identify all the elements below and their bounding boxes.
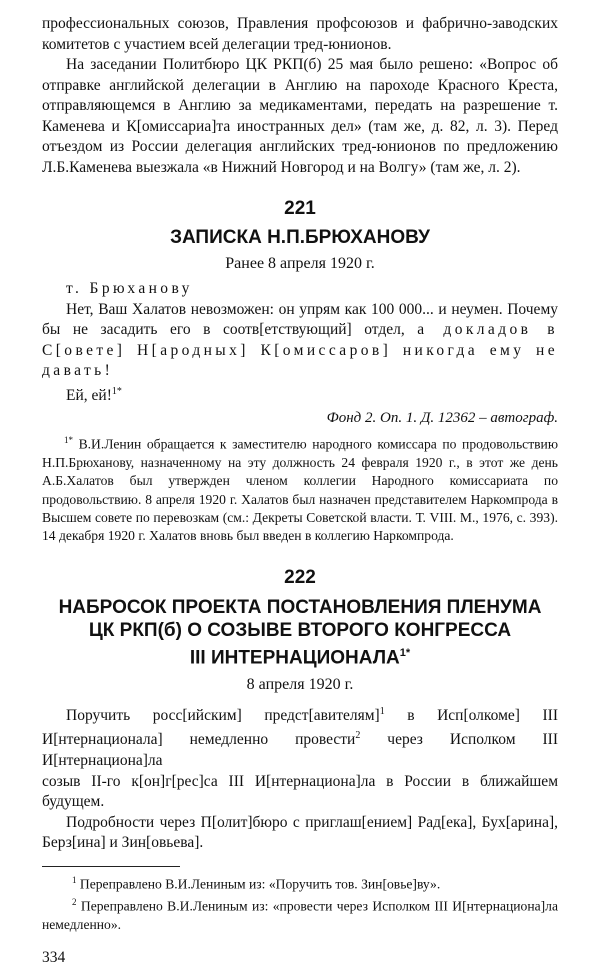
footnote-222-2	[42, 893, 558, 934]
exclamation-note-ref: 1*	[111, 385, 122, 397]
footnote-221	[42, 431, 558, 545]
document-date-222: 8 апреля 1920 г.	[246, 675, 354, 693]
continuation-text: профессиональных союзов, Правления профсоюзов и фабрично-заводских комитетов с участием всей делегации тред-юнионов.	[42, 15, 558, 53]
resolution-paragraph-2: созыв II-го к[он]г[рес]са III И[нтернациона]ла в России в ближайшем будущем.	[42, 772, 558, 811]
p1-text-c: через Исполком III И[нтернациона]ла	[42, 731, 558, 770]
note-exclamation	[42, 382, 558, 407]
title-line3-text: III ИНТЕРНАЦИОНАЛА	[189, 647, 400, 669]
fn1-text: Переправлено В.И.Лениным из: «Поручить тов. Зин[овье]ву».	[79, 876, 441, 892]
document-title-222-line1: НАБРОСОК ПРОЕКТА ПОСТАНОВЛЕНИЯ ПЛЕНУМА	[58, 597, 542, 619]
footnote-text: В.И.Ленин обращается к заместителю народного комиссара по продовольствию Н.П.Брюханову, назначенному на эту должность 24 февраля 1920 г., в этот же день А.Б.Халатов был утвержден членом коллегии Народного комиссариата по продовольствию. 8 апреля 1920 г. Халатов был назначен представителем Наркомпрода в Высшем совете по перевозкам (см.: Декреты Советской власти. Т. VIII. М., 1976, с. 393). 14 декабря 1920 г. Халатов вновь был введен в коллегию Наркомпрода.	[42, 436, 558, 544]
page-number: 334	[42, 948, 66, 966]
title-note-ref: 1*	[399, 647, 411, 660]
document-page	[42, 14, 558, 967]
resolution-paragraph-1	[42, 702, 558, 772]
archive-source: Фонд 2. Оп. 1. Д. 12362 – автограф.	[326, 410, 558, 427]
addressee: т. Брюханову	[66, 280, 193, 297]
fn2-text: Переправлено В.И.Лениным из: «провести через Исполком III И[нтернациона]ла немедленно».	[42, 898, 558, 933]
resolution-paragraph-3: Подробности через П[олит]бюро с приглаш[ением] Рад[ека], Бух[арина], Берз[ина] и Зин[овьева].	[42, 813, 558, 852]
document-title-221: ЗАПИСКА Н.П.БРЮХАНОВУ	[170, 227, 430, 248]
p1-note-ref-2: 2	[355, 730, 361, 742]
p1-text-b: в Исп[олкоме] III И[нтернационала] немедленно провести	[42, 706, 558, 749]
p1-text-a: Поручить росс[ийским] предст[авителям]	[66, 706, 380, 724]
continuation-paragraph: На заседании Политбюро ЦК РКП(б) 25 мая было решено: «Вопрос об отправке английской делегации в Англию на пароходе Красного Креста, отправляющемся в Англию за медикаментами, передать на разрешение т. Каменева и К[омиссариа]та иностранных дел» (там же, д. 82, л. 3). Перед отъездом из России делегация английских тред-юнионов по предложению Л.Б.Каменева выезжала «в Нижний Новгород и на Волгу» (там же, л. 2).	[42, 56, 558, 176]
exclamation-text: Ей, ей!	[66, 386, 112, 404]
document-title-222-line3	[42, 642, 558, 669]
document-number-222: 222	[284, 567, 316, 589]
footnote-222-1	[42, 871, 558, 894]
document-title-222-line2: ЦК РКП(б) О СОЗЫВЕ ВТОРОГО КОНГРЕССА	[88, 620, 512, 642]
footnote-mark: 1*	[64, 435, 73, 446]
p1-note-ref-1: 1	[379, 705, 385, 717]
fn2-mark: 2	[72, 897, 77, 908]
note-text: Нет, Ваш Халатов невозможен: он упрям как 100 000... и неумен. Почему бы не засадить его в соотв[етствующий] отдел,	[42, 300, 558, 338]
document-number-221: 221	[284, 198, 316, 219]
note-text-spaced: а докладов в С[овете] Н[ародных] К[омиссаров] никогда ему не давать!	[42, 321, 559, 379]
fn1-mark: 1	[72, 874, 77, 885]
document-date-221: Ранее 8 апреля 1920 г.	[225, 255, 375, 272]
note-body	[42, 300, 558, 382]
